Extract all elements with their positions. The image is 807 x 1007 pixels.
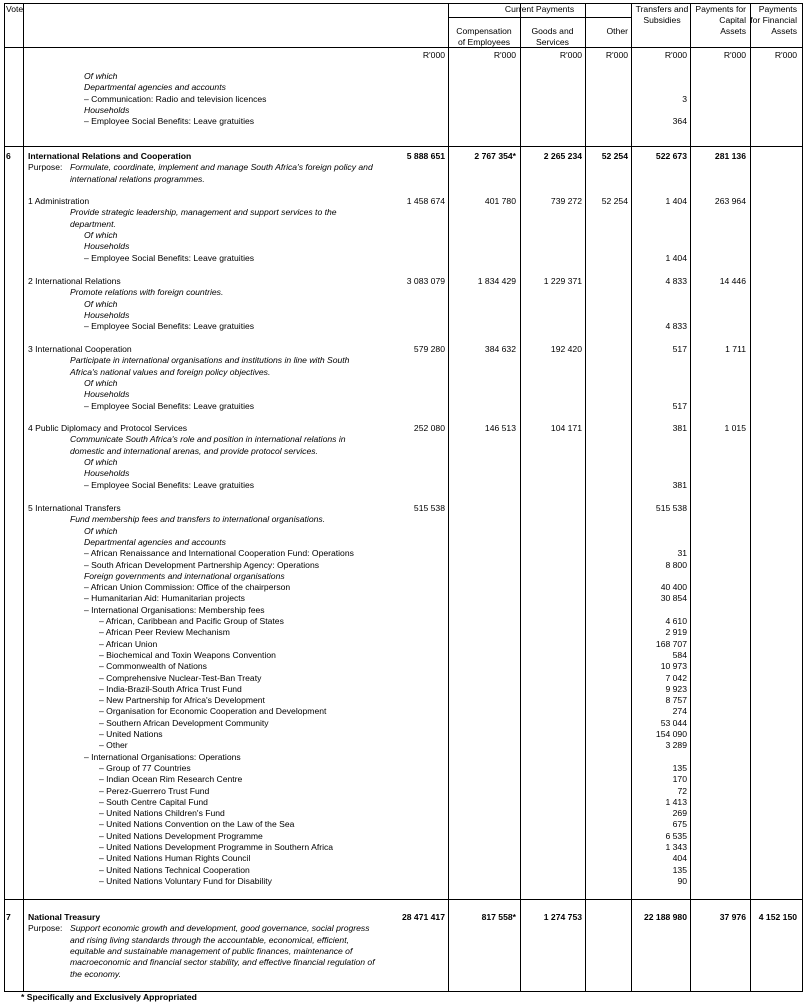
programme-title: 3 International Cooperation xyxy=(28,344,132,354)
purpose-text: international relations programmes. xyxy=(70,173,205,184)
programme-transfers: 1 404 xyxy=(665,196,687,206)
breakdown-line: – United Nations Development Programme in Southern Africa xyxy=(99,842,334,852)
vote-number: 7 xyxy=(6,912,11,922)
purpose-text: Support economic growth and development, good governance, social progress xyxy=(70,923,370,934)
breakdown-line: Of which xyxy=(84,456,118,467)
current-payments-rule xyxy=(448,17,631,18)
breakdown-transfers: 4 833 xyxy=(665,321,687,332)
breakdown-line: Of which xyxy=(84,377,118,388)
programme-title: 5 International Transfers xyxy=(28,503,121,513)
breakdown-transfers: 72 xyxy=(677,785,687,796)
breakdown-line: Households xyxy=(84,241,130,252)
header-transfers: Transfers and Subsidies xyxy=(635,4,689,25)
breakdown-line: – Group of 77 Countries xyxy=(99,762,191,773)
breakdown-transfers: 9 923 xyxy=(665,683,687,694)
vote-transfers: 522 673 xyxy=(655,151,687,161)
breakdown-line: Of which xyxy=(84,525,118,536)
programme-total: 3 083 079 xyxy=(406,276,445,286)
breakdown-transfers: 7 042 xyxy=(665,672,687,683)
breakdown-line: – South African Development Partnership Agency: Operations xyxy=(84,559,320,570)
header-compensation: Compensation of Employees xyxy=(456,26,512,47)
purpose-label: Purpose: xyxy=(28,162,63,173)
vote-goods: 2 265 234 xyxy=(543,151,582,161)
programme-capital: 1 711 xyxy=(725,344,746,354)
header-unit: R'000 xyxy=(493,50,516,60)
programme-capital: 263 964 xyxy=(714,196,746,206)
breakdown-line: – African Union Commission: Office of the chairperson xyxy=(84,582,291,593)
breakdown-transfers: 90 xyxy=(677,875,687,886)
breakdown-line: Households xyxy=(84,309,130,320)
breakdown-line: – Perez-Guerrero Trust Fund xyxy=(99,785,210,796)
programme-capital: 1 015 xyxy=(724,423,746,433)
purpose-text: macroeconomic and financial sector stability, and effective financial regulation of xyxy=(70,957,375,968)
breakdown-transfers: 269 xyxy=(672,808,687,819)
vote-compensation: 817 558* xyxy=(481,912,516,922)
header-financial: Payments for Financial Assets xyxy=(750,4,797,36)
programme-goods: 1 229 371 xyxy=(543,276,582,286)
breakdown-line: – Other xyxy=(99,740,128,751)
breakdown-transfers: 168 707 xyxy=(655,638,687,649)
breakdown-transfers: 8 800 xyxy=(665,559,687,570)
breakdown-transfers: 1 413 xyxy=(665,796,687,807)
breakdown-line: – Biochemical and Toxin Weapons Convention xyxy=(99,649,276,660)
breakdown-line: Households xyxy=(84,389,130,400)
programme-other: 52 254 xyxy=(601,196,628,206)
breakdown-line: Of which xyxy=(84,298,118,309)
breakdown-line: – United Nations Technical Cooperation xyxy=(99,864,250,875)
breakdown-line: – United Nations xyxy=(99,729,163,739)
breakdown-transfers: 135 xyxy=(672,864,687,875)
programme-title: 2 International Relations xyxy=(28,276,121,286)
header-vote: Vote xyxy=(6,4,24,14)
breakdown-line: – Employee Social Benefits: Leave gratuities xyxy=(84,400,255,411)
programme-description: department. xyxy=(70,218,116,229)
breakdown-line: – International Organisations: Operations xyxy=(84,751,241,762)
carry-over-line: Of which xyxy=(84,71,118,81)
programme-transfers: 517 xyxy=(672,344,687,354)
breakdown-line: – Employee Social Benefits: Leave gratuities xyxy=(84,479,255,490)
breakdown-transfers: 40 400 xyxy=(660,582,687,593)
header-unit: R'000 xyxy=(559,50,582,60)
programme-goods: 104 171 xyxy=(550,423,582,433)
purpose-text: and rising living standards through the accountable, economical, efficient, xyxy=(70,934,349,945)
breakdown-transfers: 6 535 xyxy=(665,830,687,841)
breakdown-transfers: 381 xyxy=(672,479,687,490)
programme-transfers: 381 xyxy=(672,423,687,433)
breakdown-line: – Organisation for Economic Cooperation and Development xyxy=(99,706,327,717)
programme-description: Promote relations with foreign countries. xyxy=(70,287,224,298)
breakdown-transfers: 584 xyxy=(672,649,687,660)
breakdown-line: – Southern African Development Community xyxy=(99,717,269,728)
breakdown-line: – South Centre Capital Fund xyxy=(99,796,208,807)
breakdown-line: – Comprehensive Nuclear-Test-Ban Treaty xyxy=(99,672,262,683)
purpose-text: Formulate, coordinate, implement and manage South Africa's foreign policy and xyxy=(70,162,373,173)
vote-title: International Relations and Cooperation xyxy=(28,151,192,161)
breakdown-transfers: 274 xyxy=(672,706,687,717)
purpose-label: Purpose: xyxy=(28,923,63,934)
breakdown-transfers: 517 xyxy=(672,400,687,411)
vote-capital: 37 976 xyxy=(719,912,746,922)
programme-description: Communicate South Africa's role and position in international relations in xyxy=(70,434,346,445)
programme-title: 4 Public Diplomacy and Protocol Services xyxy=(28,423,188,433)
programme-transfers: 4 833 xyxy=(665,276,687,286)
breakdown-line: Of which xyxy=(84,229,118,240)
purpose-text: equitable and sustainable management of public finances, maintenance of xyxy=(70,945,353,956)
breakdown-line: – United Nations Convention on the Law of the Sea xyxy=(99,819,295,830)
header-current-payments: Current Payments xyxy=(504,4,575,14)
breakdown-transfers: 170 xyxy=(672,774,687,785)
programme-compensation: 1 834 429 xyxy=(477,276,516,286)
vote-total: 5 888 651 xyxy=(406,151,445,161)
vote-total: 28 471 417 xyxy=(401,912,445,922)
carry-over-transfers: 364 xyxy=(672,116,687,127)
carry-over-line: Departmental agencies and accounts xyxy=(84,82,226,93)
vote-title: National Treasury xyxy=(28,912,101,922)
header-other: Other xyxy=(606,26,628,36)
header-unit: R'000 xyxy=(723,50,746,60)
breakdown-line: – India-Brazil-South Africa Trust Fund xyxy=(99,683,242,694)
breakdown-line: – United Nations Children's Fund xyxy=(99,808,225,819)
programme-description: Participate in international organisations and institutions in line with South xyxy=(70,355,350,366)
breakdown-line: – New Partnership for Africa's Development xyxy=(99,695,265,706)
breakdown-transfers: 3 289 xyxy=(665,740,687,751)
vote-financial: 4 152 150 xyxy=(758,912,797,922)
breakdown-line: – African Renaissance and International Cooperation Fund: Operations xyxy=(84,548,354,559)
programme-description: Africa's national values and foreign policy objectives. xyxy=(70,366,271,377)
vote-other: 52 254 xyxy=(601,151,628,161)
breakdown-line: – United Nations Voluntary Fund for Disability xyxy=(99,875,272,886)
breakdown-line: – United Nations Human Rights Council xyxy=(99,853,251,864)
vote-number: 6 xyxy=(6,151,11,161)
breakdown-transfers: 8 757 xyxy=(665,695,687,706)
header-unit: R'000 xyxy=(664,50,687,60)
breakdown-line: – United Nations Development Programme xyxy=(99,830,263,841)
breakdown-transfers: 675 xyxy=(672,819,687,830)
header-unit: R'000 xyxy=(605,50,628,60)
breakdown-line: – Humanitarian Aid: Humanitarian projects xyxy=(84,593,245,604)
breakdown-transfers: 4 610 xyxy=(665,616,687,626)
row-rule xyxy=(4,47,802,48)
breakdown-transfers: 1 343 xyxy=(665,842,687,852)
programme-description: domestic and international arenas, and provide protocol services. xyxy=(70,445,318,456)
breakdown-line: Departmental agencies and accounts xyxy=(84,536,226,547)
carry-over-transfers: 3 xyxy=(682,93,687,104)
breakdown-line: Foreign governments and international organisations xyxy=(84,570,285,581)
row-rule xyxy=(4,899,802,900)
footnote: * Specifically and Exclusively Appropriated xyxy=(21,992,197,1002)
programme-description: Provide strategic leadership, management and support services to the xyxy=(70,207,337,218)
programme-total: 515 538 xyxy=(413,503,445,513)
carry-over-line: Households xyxy=(84,104,130,115)
breakdown-line: – Employee Social Benefits: Leave gratuities xyxy=(84,252,255,263)
breakdown-line: – African Union xyxy=(99,638,158,649)
breakdown-line: – African, Caribbean and Pacific Group of States xyxy=(99,616,284,626)
breakdown-transfers: 2 919 xyxy=(665,627,687,638)
breakdown-transfers: 1 404 xyxy=(665,252,687,263)
header-unit: R'000 xyxy=(774,50,797,60)
breakdown-transfers: 135 xyxy=(672,762,687,773)
vote-compensation: 2 767 354* xyxy=(474,151,516,161)
carry-over-line: – Communication: Radio and television licences xyxy=(84,93,267,104)
programme-goods: 739 272 xyxy=(550,196,582,206)
header-goods: Goods and Services xyxy=(531,26,574,47)
breakdown-transfers: 404 xyxy=(672,853,687,864)
vote-transfers: 22 188 980 xyxy=(643,912,687,922)
programme-total: 579 280 xyxy=(413,344,445,354)
carry-over-line: – Employee Social Benefits: Leave gratuities xyxy=(84,116,255,127)
programme-transfers: 515 538 xyxy=(655,503,687,513)
breakdown-line: – Indian Ocean Rim Research Centre xyxy=(99,774,243,785)
breakdown-transfers: 154 090 xyxy=(655,729,687,739)
breakdown-line: – African Peer Review Mechanism xyxy=(99,627,230,638)
breakdown-line: Households xyxy=(84,468,130,479)
breakdown-line: – International Organisations: Membership fees xyxy=(84,604,265,615)
breakdown-line: – Commonwealth of Nations xyxy=(99,661,207,672)
breakdown-transfers: 31 xyxy=(677,548,687,559)
programme-compensation: 384 632 xyxy=(484,344,516,354)
programme-goods: 192 420 xyxy=(550,344,582,354)
appropriation-table xyxy=(4,3,802,991)
vote-capital: 281 136 xyxy=(714,151,746,161)
programme-compensation: 401 780 xyxy=(484,196,516,206)
programme-capital: 14 446 xyxy=(719,276,746,286)
programme-description: Fund membership fees and transfers to international organisations. xyxy=(70,514,326,525)
row-rule xyxy=(4,146,802,147)
vote-goods: 1 274 753 xyxy=(543,912,582,922)
programme-total: 1 458 674 xyxy=(406,196,445,206)
header-capital: Payments for Capital Assets xyxy=(695,4,746,36)
breakdown-transfers: 10 973 xyxy=(660,661,687,672)
purpose-text: the economy. xyxy=(70,968,121,979)
programme-total: 252 080 xyxy=(413,423,445,433)
programme-compensation: 146 513 xyxy=(484,423,516,433)
breakdown-line: – Employee Social Benefits: Leave gratuities xyxy=(84,321,255,332)
breakdown-transfers: 53 044 xyxy=(660,717,687,728)
programme-title: 1 Administration xyxy=(28,196,90,206)
breakdown-transfers: 30 854 xyxy=(660,593,687,604)
header-unit: R'000 xyxy=(422,50,445,60)
